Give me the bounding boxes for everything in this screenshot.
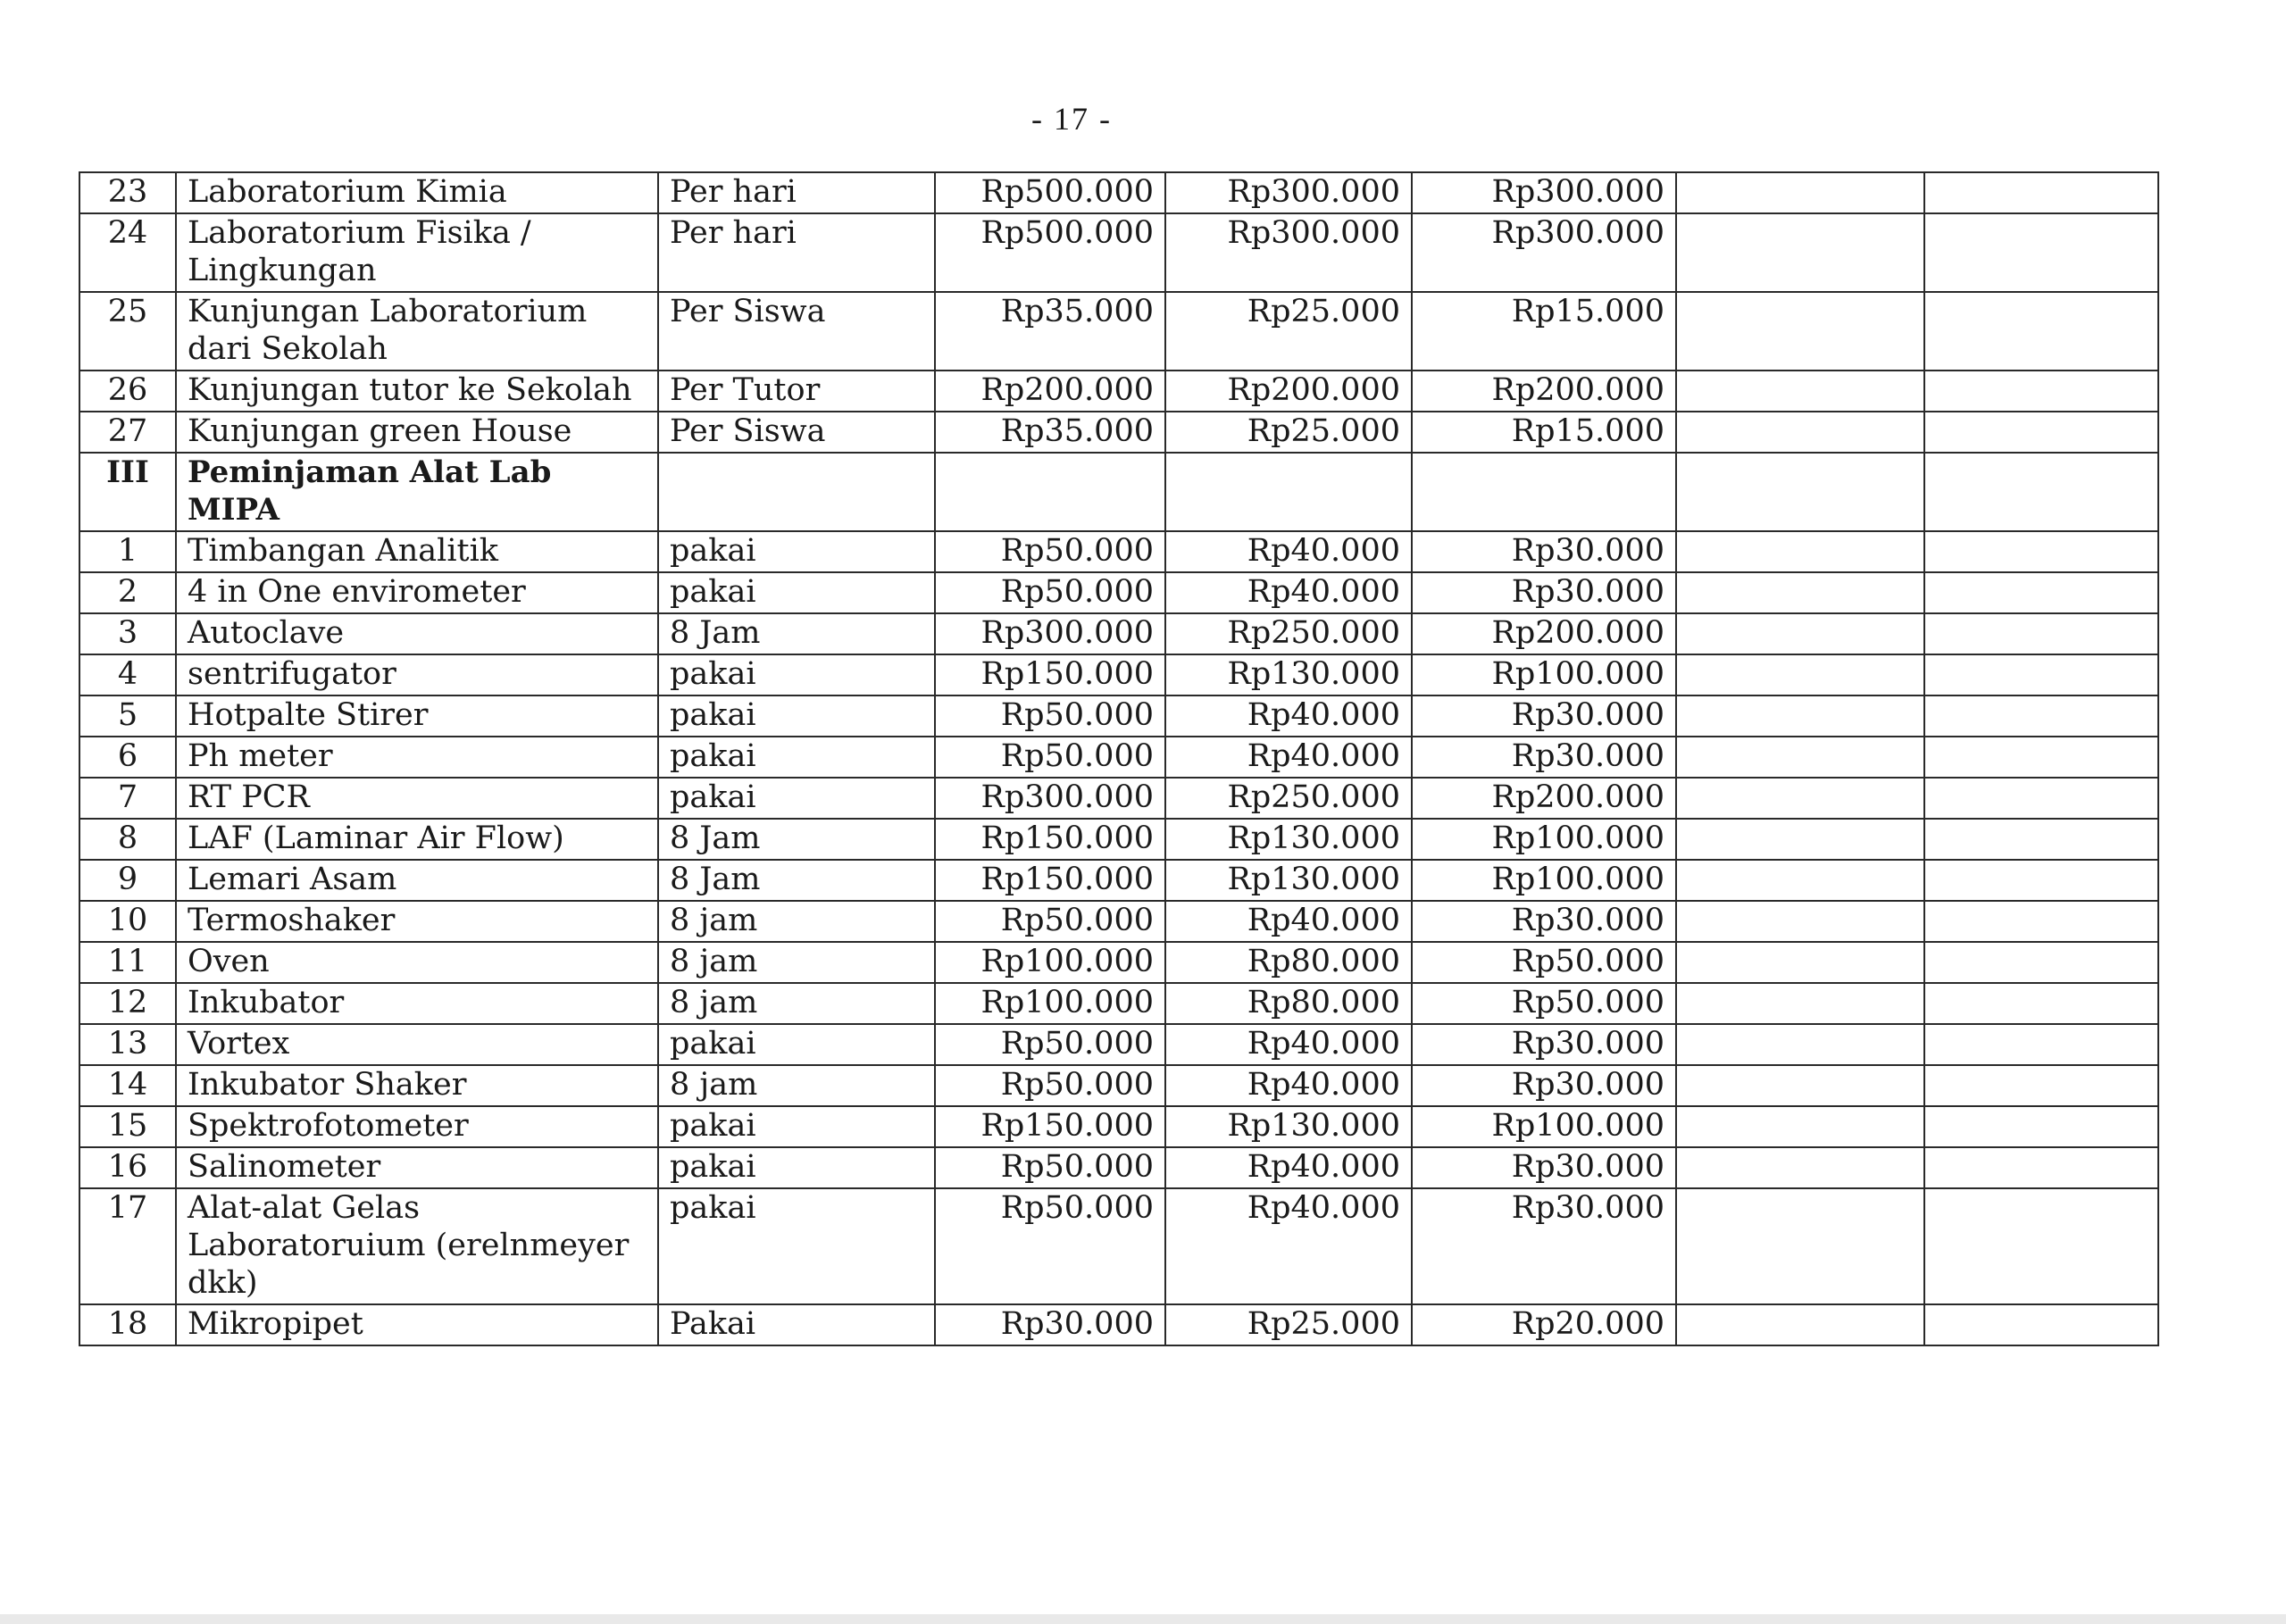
price-3-cell: Rp30.000	[1412, 1147, 1676, 1188]
price-2-cell: Rp130.000	[1165, 860, 1412, 901]
empty-cell	[1676, 1106, 1924, 1147]
table-row	[79, 778, 2158, 819]
unit-cell: pakai	[658, 531, 935, 572]
empty-cell	[1676, 654, 1924, 695]
row-number-cell: 24	[79, 213, 176, 292]
row-number-cell: 11	[79, 942, 176, 983]
table-row	[79, 1188, 2158, 1304]
empty-cell	[1676, 1188, 1924, 1304]
empty-cell	[1924, 942, 2158, 983]
price-2-cell: Rp130.000	[1165, 1106, 1412, 1147]
price-1-cell: Rp50.000	[935, 737, 1165, 778]
price-2-cell: Rp40.000	[1165, 901, 1412, 942]
table-row	[79, 613, 2158, 654]
row-number-cell: 10	[79, 901, 176, 942]
price-1-cell: Rp50.000	[935, 1065, 1165, 1106]
empty-cell	[1924, 412, 2158, 453]
table-row	[79, 172, 2158, 213]
empty-cell	[1676, 1304, 1924, 1345]
item-name-cell: Peminjaman Alat Lab MIPA	[176, 453, 658, 531]
item-name-cell: sentrifugator	[176, 654, 658, 695]
row-number-cell: 23	[79, 172, 176, 213]
price-1-cell: Rp150.000	[935, 819, 1165, 860]
price-2-cell	[1165, 453, 1412, 531]
table-row	[79, 572, 2158, 613]
empty-cell	[1924, 213, 2158, 292]
price-3-cell: Rp100.000	[1412, 1106, 1676, 1147]
page-number: - 17 -	[1031, 101, 1112, 137]
row-number-cell: 25	[79, 292, 176, 371]
price-1-cell: Rp50.000	[935, 1188, 1165, 1304]
empty-cell	[1676, 572, 1924, 613]
unit-cell: 8 jam	[658, 942, 935, 983]
row-number-cell: 12	[79, 983, 176, 1024]
empty-cell	[1924, 983, 2158, 1024]
table-row	[79, 860, 2158, 901]
empty-cell	[1924, 654, 2158, 695]
empty-cell	[1676, 371, 1924, 412]
price-1-cell: Rp500.000	[935, 213, 1165, 292]
table-row	[79, 942, 2158, 983]
price-3-cell: Rp100.000	[1412, 819, 1676, 860]
empty-cell	[1924, 819, 2158, 860]
unit-cell: pakai	[658, 1024, 935, 1065]
price-3-cell: Rp100.000	[1412, 654, 1676, 695]
empty-cell	[1924, 613, 2158, 654]
price-2-cell: Rp300.000	[1165, 172, 1412, 213]
price-1-cell: Rp50.000	[935, 1147, 1165, 1188]
unit-cell: pakai	[658, 737, 935, 778]
section-header-row	[79, 453, 2158, 531]
price-1-cell: Rp150.000	[935, 860, 1165, 901]
table-row	[79, 1147, 2158, 1188]
table-row	[79, 213, 2158, 292]
row-number-cell: 16	[79, 1147, 176, 1188]
empty-cell	[1924, 1188, 2158, 1304]
price-1-cell: Rp50.000	[935, 531, 1165, 572]
unit-cell: 8 Jam	[658, 613, 935, 654]
unit-cell: pakai	[658, 1106, 935, 1147]
item-name-cell: Vortex	[176, 1024, 658, 1065]
item-name-cell: Laboratorium Kimia	[176, 172, 658, 213]
row-number-cell: 17	[79, 1188, 176, 1304]
item-name-cell: Lemari Asam	[176, 860, 658, 901]
row-number-cell: 15	[79, 1106, 176, 1147]
empty-cell	[1924, 572, 2158, 613]
unit-cell: Per Tutor	[658, 371, 935, 412]
row-number-cell: 4	[79, 654, 176, 695]
empty-cell	[1676, 1024, 1924, 1065]
empty-cell	[1924, 778, 2158, 819]
table-row	[79, 292, 2158, 371]
price-1-cell: Rp500.000	[935, 172, 1165, 213]
item-name-cell: Spektrofotometer	[176, 1106, 658, 1147]
unit-cell	[658, 453, 935, 531]
item-name-cell: RT PCR	[176, 778, 658, 819]
price-2-cell: Rp200.000	[1165, 371, 1412, 412]
price-1-cell: Rp30.000	[935, 1304, 1165, 1345]
item-name-cell: Oven	[176, 942, 658, 983]
price-1-cell: Rp50.000	[935, 572, 1165, 613]
empty-cell	[1924, 453, 2158, 531]
table-row	[79, 983, 2158, 1024]
price-1-cell: Rp150.000	[935, 654, 1165, 695]
price-1-cell: Rp100.000	[935, 942, 1165, 983]
scan-bottom-edge	[0, 1614, 2286, 1624]
item-name-cell: Mikropipet	[176, 1304, 658, 1345]
empty-cell	[1676, 737, 1924, 778]
price-2-cell: Rp130.000	[1165, 654, 1412, 695]
table-row	[79, 371, 2158, 412]
table-row	[79, 737, 2158, 778]
row-number-cell: 18	[79, 1304, 176, 1345]
price-1-cell: Rp50.000	[935, 1024, 1165, 1065]
item-name-cell: Autoclave	[176, 613, 658, 654]
price-2-cell: Rp40.000	[1165, 1024, 1412, 1065]
table-row	[79, 1065, 2158, 1106]
price-3-cell: Rp300.000	[1412, 172, 1676, 213]
price-2-cell: Rp40.000	[1165, 1147, 1412, 1188]
empty-cell	[1924, 172, 2158, 213]
price-3-cell: Rp30.000	[1412, 572, 1676, 613]
tariff-table	[79, 171, 2159, 1346]
price-1-cell: Rp50.000	[935, 695, 1165, 737]
unit-cell: pakai	[658, 1188, 935, 1304]
price-2-cell: Rp250.000	[1165, 613, 1412, 654]
item-name-cell: Termoshaker	[176, 901, 658, 942]
item-name-cell: Kunjungan Laboratorium dari Sekolah	[176, 292, 658, 371]
unit-cell: 8 Jam	[658, 860, 935, 901]
unit-cell: Pakai	[658, 1304, 935, 1345]
row-number-cell: 7	[79, 778, 176, 819]
price-3-cell: Rp50.000	[1412, 983, 1676, 1024]
table-row	[79, 531, 2158, 572]
table-row	[79, 1304, 2158, 1345]
row-number-cell: 2	[79, 572, 176, 613]
unit-cell: pakai	[658, 778, 935, 819]
empty-cell	[1676, 778, 1924, 819]
empty-cell	[1924, 1024, 2158, 1065]
empty-cell	[1924, 1304, 2158, 1345]
price-2-cell: Rp25.000	[1165, 292, 1412, 371]
empty-cell	[1924, 1065, 2158, 1106]
item-name-cell: Inkubator Shaker	[176, 1065, 658, 1106]
empty-cell	[1924, 737, 2158, 778]
price-2-cell: Rp80.000	[1165, 983, 1412, 1024]
unit-cell: pakai	[658, 1147, 935, 1188]
row-number-cell: III	[79, 453, 176, 531]
price-3-cell: Rp200.000	[1412, 613, 1676, 654]
row-number-cell: 26	[79, 371, 176, 412]
empty-cell	[1676, 942, 1924, 983]
empty-cell	[1676, 1147, 1924, 1188]
empty-cell	[1676, 613, 1924, 654]
unit-cell: 8 jam	[658, 983, 935, 1024]
price-3-cell: Rp30.000	[1412, 1024, 1676, 1065]
table-row	[79, 1024, 2158, 1065]
table-row	[79, 901, 2158, 942]
price-1-cell	[935, 453, 1165, 531]
empty-cell	[1676, 412, 1924, 453]
item-name-cell: Kunjungan tutor ke Sekolah	[176, 371, 658, 412]
row-number-cell: 8	[79, 819, 176, 860]
unit-cell: Per Siswa	[658, 292, 935, 371]
empty-cell	[1676, 819, 1924, 860]
price-3-cell: Rp15.000	[1412, 412, 1676, 453]
price-1-cell: Rp300.000	[935, 778, 1165, 819]
item-name-cell: Alat-alat Gelas Laboratoruium (erelnmeyer dkk)	[176, 1188, 658, 1304]
price-1-cell: Rp50.000	[935, 901, 1165, 942]
table-row	[79, 1106, 2158, 1147]
price-2-cell: Rp40.000	[1165, 1065, 1412, 1106]
price-3-cell: Rp50.000	[1412, 942, 1676, 983]
empty-cell	[1924, 531, 2158, 572]
price-3-cell: Rp200.000	[1412, 778, 1676, 819]
item-name-cell: Salinometer	[176, 1147, 658, 1188]
empty-cell	[1676, 531, 1924, 572]
empty-cell	[1676, 213, 1924, 292]
price-3-cell	[1412, 453, 1676, 531]
empty-cell	[1676, 292, 1924, 371]
price-2-cell: Rp40.000	[1165, 1188, 1412, 1304]
price-1-cell: Rp200.000	[935, 371, 1165, 412]
row-number-cell: 6	[79, 737, 176, 778]
price-2-cell: Rp130.000	[1165, 819, 1412, 860]
item-name-cell: Hotpalte Stirer	[176, 695, 658, 737]
row-number-cell: 3	[79, 613, 176, 654]
empty-cell	[1676, 860, 1924, 901]
price-3-cell: Rp15.000	[1412, 292, 1676, 371]
price-1-cell: Rp35.000	[935, 412, 1165, 453]
row-number-cell: 27	[79, 412, 176, 453]
unit-cell: pakai	[658, 654, 935, 695]
price-2-cell: Rp300.000	[1165, 213, 1412, 292]
price-1-cell: Rp300.000	[935, 613, 1165, 654]
empty-cell	[1676, 1065, 1924, 1106]
price-2-cell: Rp25.000	[1165, 1304, 1412, 1345]
empty-cell	[1676, 453, 1924, 531]
price-3-cell: Rp30.000	[1412, 695, 1676, 737]
price-2-cell: Rp40.000	[1165, 737, 1412, 778]
item-name-cell: Kunjungan green House	[176, 412, 658, 453]
tariff-table-body	[79, 172, 2158, 1345]
unit-cell: pakai	[658, 572, 935, 613]
item-name-cell: Ph meter	[176, 737, 658, 778]
table-row	[79, 819, 2158, 860]
table-row	[79, 412, 2158, 453]
price-3-cell: Rp30.000	[1412, 901, 1676, 942]
price-3-cell: Rp30.000	[1412, 531, 1676, 572]
price-2-cell: Rp25.000	[1165, 412, 1412, 453]
empty-cell	[1924, 292, 2158, 371]
unit-cell: pakai	[658, 695, 935, 737]
row-number-cell: 9	[79, 860, 176, 901]
table-row	[79, 695, 2158, 737]
price-3-cell: Rp300.000	[1412, 213, 1676, 292]
price-3-cell: Rp20.000	[1412, 1304, 1676, 1345]
price-2-cell: Rp80.000	[1165, 942, 1412, 983]
unit-cell: 8 jam	[658, 1065, 935, 1106]
price-3-cell: Rp30.000	[1412, 1188, 1676, 1304]
empty-cell	[1924, 901, 2158, 942]
table-row	[79, 654, 2158, 695]
unit-cell: Per hari	[658, 213, 935, 292]
empty-cell	[1924, 695, 2158, 737]
unit-cell: Per Siswa	[658, 412, 935, 453]
empty-cell	[1676, 695, 1924, 737]
empty-cell	[1676, 172, 1924, 213]
item-name-cell: Inkubator	[176, 983, 658, 1024]
price-2-cell: Rp40.000	[1165, 531, 1412, 572]
empty-cell	[1676, 901, 1924, 942]
row-number-cell: 13	[79, 1024, 176, 1065]
unit-cell: 8 Jam	[658, 819, 935, 860]
price-2-cell: Rp40.000	[1165, 695, 1412, 737]
unit-cell: 8 jam	[658, 901, 935, 942]
price-3-cell: Rp100.000	[1412, 860, 1676, 901]
price-2-cell: Rp40.000	[1165, 572, 1412, 613]
unit-cell: Per hari	[658, 172, 935, 213]
empty-cell	[1924, 1147, 2158, 1188]
item-name-cell: Timbangan Analitik	[176, 531, 658, 572]
price-1-cell: Rp100.000	[935, 983, 1165, 1024]
row-number-cell: 5	[79, 695, 176, 737]
price-3-cell: Rp200.000	[1412, 371, 1676, 412]
price-1-cell: Rp35.000	[935, 292, 1165, 371]
item-name-cell: Laboratorium Fisika / Lingkungan	[176, 213, 658, 292]
item-name-cell: LAF (Laminar Air Flow)	[176, 819, 658, 860]
row-number-cell: 1	[79, 531, 176, 572]
price-3-cell: Rp30.000	[1412, 1065, 1676, 1106]
price-3-cell: Rp30.000	[1412, 737, 1676, 778]
empty-cell	[1924, 1106, 2158, 1147]
empty-cell	[1924, 371, 2158, 412]
item-name-cell: 4 in One envirometer	[176, 572, 658, 613]
empty-cell	[1676, 983, 1924, 1024]
empty-cell	[1924, 860, 2158, 901]
price-1-cell: Rp150.000	[935, 1106, 1165, 1147]
price-2-cell: Rp250.000	[1165, 778, 1412, 819]
row-number-cell: 14	[79, 1065, 176, 1106]
